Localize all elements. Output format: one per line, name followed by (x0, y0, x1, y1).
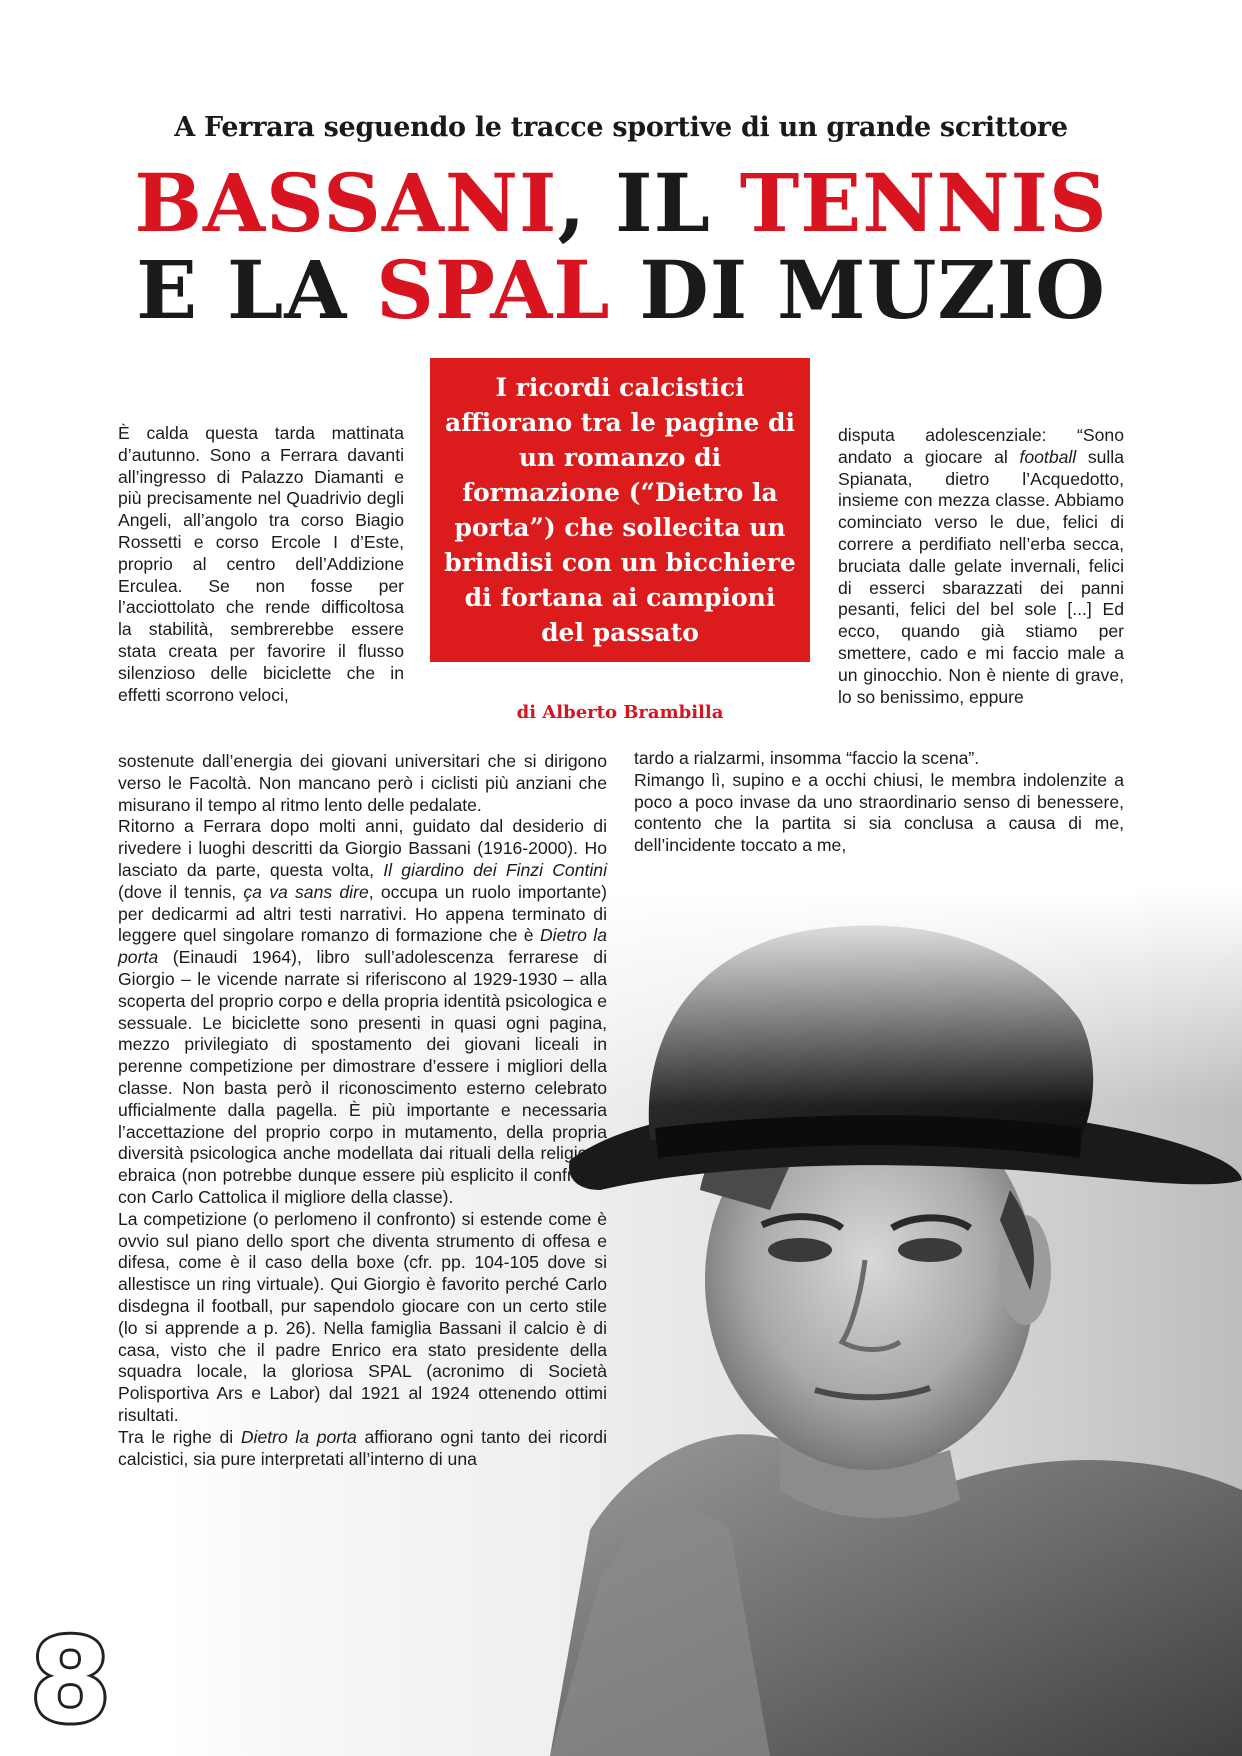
page-number: 8 (30, 1614, 111, 1749)
body-italic: Dietro la porta (240, 1426, 357, 1447)
body-column-left-main (118, 751, 607, 1470)
body-text: , occupa un ruolo importante) per dedicarmi ad altri testi narrativi. Ho appena terminato di leggere quel singolare romanzo di formazione che è (118, 881, 607, 946)
body-paragraph (118, 1427, 607, 1471)
body-column-right-top (838, 425, 1124, 708)
body-text: (Einaudi 1964), libro sull’adolescenza ferrarese di Giorgio – le vicende narrate si riferiscono al 1929-1930 – alla scoperta del proprio corpo e della propria identità psicologica e sessuale. Le biciclette sono presenti in quasi ogni pagina, mezzo privilegiato di spostamento dei giovani liceali in perenne competizione per dimostrare d’essere i migliori della classe. Non basta però il riconoscimento esterno celebrato ufficialmente dalla pagella. È più importante e necessaria l’accettazione del proprio corpo in mutamento, della propria diversità psicologica anche modellata dai rituali della religione ebraica (non potrebbe dunque essere più esplicito il confronto con Carlo Cattolica il migliore della classe). (118, 947, 608, 1207)
body-paragraph (838, 425, 1124, 708)
body-text: disputa adolescenziale: “Sono andato a giocare al (838, 425, 1124, 467)
body-paragraph: È calda questa tarda mattinata d’autunno. Sono a Ferrara davanti all’ingresso di Palazzo Diamanti e più precisamente nel Quadrivio degli Angeli, all’angolo tra corso Biagio Rossetti e corso Ercole I d’Este, proprio al centro dell’Addizione Erculea. Se non fosse per l’acciottolato che rende difficoltosa la stabilità, sembrerebbe essere stata creata per favorire il flusso silenzioso delle biciclette che in effetti scorrono veloci, (118, 423, 404, 705)
body-text: sulla Spianata, dietro l’Acquedotto, insieme con mezza classe. Abbiamo cominciato verso le due, felici di correre a perdifiato nell’erba secca, bruciata dalle gelate invernali, felici di esserci sbarazzati dei panni pesanti, felici del bel sole [...] Ed ecco, quando già stiamo per smettere, cado e mi faccio male a un ginocchio. Non è niente di grave, lo so benissimo, eppure (838, 446, 1125, 707)
headline-text-e-la: E LA (136, 243, 377, 337)
standfirst-text: I ricordi calcistici affiorano tra le pagine di un romanzo di formazione (“Dietro la porta”) che sollecita un brindisi con un bicchiere di fortana ai campioni del passato (444, 373, 796, 647)
headline-text-il: , IL (557, 156, 740, 250)
body-column-left-top (118, 423, 404, 706)
byline: di Alberto Brambilla (516, 702, 724, 723)
body-text: Tra le righe di (118, 1426, 241, 1447)
body-paragraph: Rimango lì, supino e a occhi chiusi, le membra indolenzite a poco a poco invase da uno straordinario senso di benessere, contento che la partita si sia conclusa a causa di me, dell’incidente toccato a me, (634, 769, 1124, 856)
headline-word-spal: SPAL (376, 243, 611, 337)
body-italic: Il giardino dei Finzi Contini (383, 859, 607, 880)
headline-text-di-muzio: DI MUZIO (610, 243, 1106, 337)
headline-word-tennis: TENNIS (739, 156, 1108, 250)
body-italic: ça va sans dire (243, 881, 369, 902)
headline-line-1 (0, 156, 1242, 250)
body-paragraph (118, 816, 607, 1208)
body-paragraph: sostenute dall’energia dei giovani universitari che si dirigono verso le Facoltà. Non mancano però i ciclisti più anziani che misurano il tempo al ritmo lento delle pedalate. (118, 751, 607, 815)
body-text: (dove il tennis, (118, 881, 244, 902)
body-column-right-main (634, 748, 1124, 857)
body-paragraph: tardo a rialzarmi, insomma “faccio la scena”. (634, 748, 980, 768)
headline-line-2 (0, 243, 1242, 337)
kicker: A Ferrara seguendo le tracce sportive di un grande scrittore (174, 112, 1068, 143)
body-paragraph: La competizione (o perlomeno il confronto) si estende come è ovvio sul piano dello sport che diventa strumento di offesa e difesa, come è il caso della boxe (cfr. pp. 104-105 dove si allestisce un ring virtuale). Qui Giorgio è favorito perché Carlo disdegna il football, pur sapendolo giocare con un certo stile (lo si apprende a p. 26). Nella famiglia Bassani il calcio è di casa, visto che il padre Enrico era stato presidente della squadra locale, la gloriosa SPAL (acronimo di Società Polisportiva Ars e Labor) dal 1921 al 1924 ottenendo ottimi risultati. (118, 1208, 607, 1425)
body-text: Ritorno a Ferrara dopo molti anni, guidato dal desiderio di rivedere i luoghi descritti da Giorgio Bassani (1916-2000). Ho lasciato da parte, questa volta, (118, 816, 607, 880)
body-text: affiorano ogni tanto dei ricordi calcistici, sia pure interpretati all’interno di una (118, 1426, 607, 1469)
body-italic: Dietro la porta (118, 925, 607, 968)
body-italic: football (1019, 446, 1077, 467)
standfirst-box (430, 358, 810, 662)
headline-word-bassani: BASSANI (134, 156, 558, 250)
